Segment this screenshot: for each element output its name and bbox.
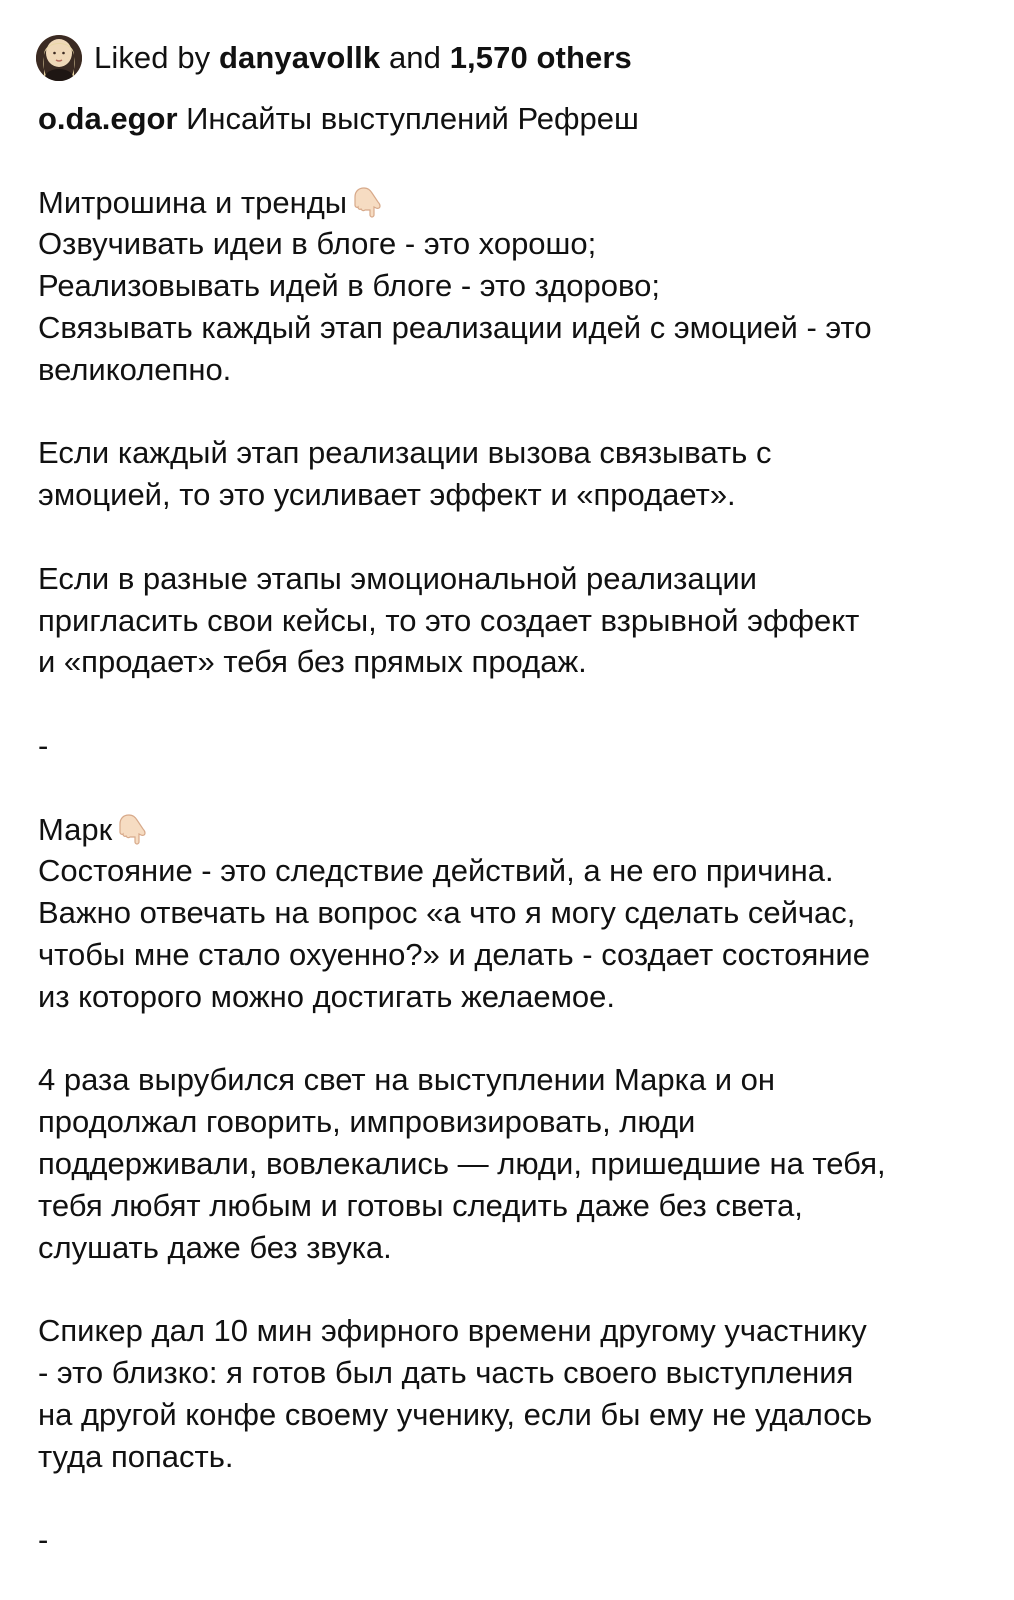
section-separator: - [38,727,49,763]
paragraph-line: чтобы мне стало охуенно?» и делать - создает состояние [38,936,870,972]
paragraph-line: Важно отвечать на вопрос «а что я могу сделать сейчас, [38,895,856,931]
paragraph-line: тебя любят любым и готовы следить даже без света, [38,1187,803,1223]
paragraph-line: туда попасть. [38,1438,234,1474]
mark-paragraph-2 [38,1059,978,1268]
paragraph-line: Связывать каждый этап реализации идей с эмоцией - это [38,309,872,345]
mitroshina-paragraph-3 [38,558,978,683]
paragraph-line: Если в разные этапы эмоциональной реализации [38,560,757,596]
paragraph-line: на другой конфе своему ученику, если бы ему не удалось [38,1396,873,1432]
section-heading-mark [38,809,978,851]
heading-text: Марк [38,811,113,847]
mitroshina-paragraph-2 [38,432,978,516]
liker-avatar[interactable] [36,35,82,81]
section-separator-end: - [38,1522,49,1558]
likes-row [36,34,632,82]
pointing-down-icon [353,185,383,219]
paragraph-line: эмоцией, то это усиливает эффект и «продает». [38,477,736,513]
paragraph-line: из которого можно достигать желаемое. [38,978,615,1014]
caption-title: Инсайты выступлений Рефреш [186,101,639,136]
paragraph-line: пригласить свои кейсы, то это создает взрывной эффект [38,602,860,638]
likes-conjunction: and [388,40,441,75]
paragraph-line: Если каждый этап реализации вызова связывать с [38,435,772,471]
paragraph-line: Озвучивать идеи в блоге - это хорошо; [38,226,597,262]
likes-count-link[interactable]: 1,570 others [449,40,632,75]
mark-paragraph-1 [38,850,978,1017]
author-username-link[interactable]: o.da.egor [38,101,178,136]
likes-prefix: Liked by [94,40,211,75]
mitroshina-paragraph-1 [38,223,978,390]
paragraph-line: Состояние - это следствие действий, а не его причина. [38,853,834,889]
paragraph-line: и «продает» тебя без прямых продаж. [38,644,587,680]
avatar-portrait-icon [36,35,82,81]
paragraph-line: продолжал говорить, импровизировать, люди [38,1104,696,1140]
mark-paragraph-3 [38,1310,978,1477]
post-caption [38,98,978,1561]
paragraph-line: 4 раза вырубился свет на выступлении Марка и он [38,1062,776,1098]
section-heading-mitroshina [38,182,978,224]
paragraph-line: - это близко: я готов был дать часть своего выступления [38,1354,854,1390]
paragraph-line: Спикер дал 10 мин эфирного времени другому участнику [38,1313,867,1349]
liker-username-link[interactable]: danyavollk [218,40,381,75]
heading-text: Митрошина и тренды [38,184,348,220]
paragraph-line: поддерживали, вовлекались — люди, пришедшие на тебя, [38,1145,886,1181]
paragraph-line: слушать даже без звука. [38,1229,392,1265]
likes-summary [94,40,632,76]
caption-header [38,98,978,140]
paragraph-line: великолепно. [38,351,232,387]
pointing-down-icon [118,812,148,846]
paragraph-line: Реализовывать идей в блоге - это здорово; [38,268,660,304]
